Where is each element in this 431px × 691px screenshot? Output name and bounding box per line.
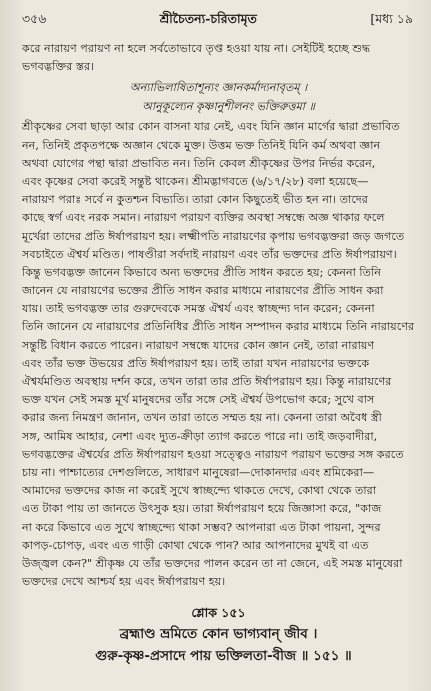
text-line: করে নারায়ণ পরায়ণ না হলে সর্বতোভাবে তৃপ্ত হওয়া যায় না। সেইটিই হচ্ছে শুদ্ধ — [22, 42, 371, 55]
page-number: ৩৫৬ — [22, 11, 47, 26]
text-line: না করে কিভাবে এত সুখে স্বাচ্ছন্দ্যে থাকা সম্ভব? আপনারা এত টাকা পায়না, সুন্দর — [22, 520, 381, 534]
text-line: সঙ্গ, আমিষ আহার, নেশা এবং দ্যুত-ক্রীড়া ত্যাগ করতে পারে না। তাই জড়বাদীরা, — [22, 429, 378, 443]
verse-line: অন্যাভিলাষিতাশূন্যং জ্ঞানকর্মাদ্যনাবৃতম্ । — [129, 81, 308, 95]
text-line: উজ্জ্বল কেন?" শ্রীকৃষ্ণ যে তাঁর ভক্তদের পালন করেন তা না জেনে, এই সমস্ত মানুষেরা — [22, 556, 403, 570]
text-line: কাপড়-চোপড়, এবং এত গাড়ী কোথা থেকে পান? আর আপনাদের মুখই বা এত — [22, 538, 369, 552]
page-header — [22, 10, 415, 30]
text-line: যায়। তাই ভগবদ্ভক্ত তার গুরুদেবকে সমস্ত ঐশ্বর্য এবং স্বাচ্ছন্দ্য দান করেন; কেননা — [22, 302, 375, 316]
sloka-label: শ্লোক ১৫১ — [191, 605, 246, 621]
sloka-block — [22, 603, 415, 667]
text-line: চায় না। পাশ্চাত্যের দেশগুলিতে, সাধারণ মানুষেরা—দোকানদার এবং শ্রমিকেরা— — [22, 465, 375, 479]
text-line: করার জন্য নিমন্ত্রণ জানান, তখন তারা তাতে সম্মত হয় না। কেননা তারা অবৈধ স্ত্রী — [22, 411, 382, 425]
text-line: সন্তুষ্টি বিধান করতে পারেন। নারায়ণ সম্বন্ধে যাদের কোন জ্ঞান নেই, তারা নারায়ণ — [22, 338, 375, 352]
text-line: কিন্তু ভগবদ্ভক্ত জানেন কিভাবে অন্য ভক্তদের প্রীতি সাধন করতে হয়; কেননা তিনি — [22, 265, 381, 279]
text-line: নন, তিনিই প্রকৃতপক্ষে অজ্ঞান থেকে মুক্ত। উত্তম ভক্ত তিনিই যিনি কর্ম অথবা জ্ঞান — [22, 138, 381, 152]
text-line: আমাদের ভক্তদের কাজ না করেই সুখে স্বাচ্ছন্দ্যে থাকতে দেখে, কোথা থেকে তারা — [22, 484, 377, 498]
sloka-line: গুরু-কৃষ্ণ-প্রসাদে পায় ভক্তিলতা-বীজ ॥ ১৫১ ॥ — [95, 648, 352, 665]
text-line: নারায়ণ পরাঃ সর্বে ন কুতশ্চন বিভ্যতি। তারা কোন কিছুতেই ভীত হন না। তাদের — [22, 193, 368, 207]
sloka-line: ব্রহ্মাণ্ড ভ্রমিতে কোন ভাগ্যবান্ জীব । — [119, 626, 318, 643]
text-line: শ্রীকৃষ্ণের সেবা ছাড়া আর কোন বাসনা যার নেই, এবং যিনি জ্ঞান মার্গের দ্বারা প্রভাবিত — [22, 120, 400, 134]
paragraph-intro — [22, 40, 415, 76]
page-body — [22, 40, 415, 667]
text-line: সবচাইতে ঐশ্বর্য মণ্ডিত। পাষণ্ডীরা সর্বদাই নারায়ণ এবং তাঁর ভক্তদের প্রতি ঈর্ষাপরায়ণ। — [22, 247, 397, 261]
text-line: মূর্খেরা তাদের প্রতি ঈর্ষাপরায়ণ হয়। লক্ষ্মীপতি নারায়ণের কৃপায় ভগবদ্ভক্তরা জড় জগতে — [22, 229, 405, 243]
text-line: ঐশ্বর্যমণ্ডিত অবস্থায় দর্শন করে, তখন তারা তার প্রতি ঈর্ষাপরায়ণ হয়। কিন্তু নারায়ণের — [22, 375, 392, 388]
book-title: শ্রীচৈতন্য-চরিতামৃত — [159, 11, 257, 26]
text-line: জানেন যে নারায়ণের ভক্তের প্রীতি সাধন করার মাধ্যমে নারায়ণের প্রীতি সাধন করা — [22, 284, 384, 298]
text-line: ভগবদ্ভক্তির স্তর। — [22, 60, 95, 74]
quoted-verse — [22, 78, 415, 116]
text-line: ভগবদ্ভক্তের ঐশ্বর্যের প্রতি ঈর্ষাপরায়ণ হওয়া সত্ত্বেও নারায়ণ পরায়ণ ভক্তের সঙ্গ করতে — [22, 447, 404, 461]
text-line: এবং তাঁর ভক্ত উভয়ের প্রতি ঈর্ষাপরায়ণ হয়। তাই তারা যখন নারায়ণের ভক্তকে — [22, 356, 370, 370]
text-line: ভক্ত যখন সেই সমস্ত মূর্খ মানুষদের তাঁর সঙ্গে সেই ঐশ্বর্য উপভোগ করে; সুখে বাস — [22, 393, 375, 407]
text-line: অথবা যোগের পন্থা দ্বারা প্রভাবিত নন। তিনি কেবল শ্রীকৃষ্ণের উপর নির্ভর করেন, — [22, 156, 376, 170]
text-line: কাছে স্বর্গ এবং নরক সমান। নারায়ণ পরায়ণ ব্যক্তির অবস্থা সম্বন্ধে অজ্ঞ থাকার ফলে — [22, 211, 385, 225]
paragraph-purport — [22, 118, 415, 591]
text-line: এত টাকা পায় তা জানতে উৎসুক হয়। তারা ঈর্ষাপরায়ণ হয়ে জিজ্ঞাসা করে, "কাজ — [22, 502, 382, 516]
chapter-marker: [মধ্য ১৯ — [370, 11, 413, 26]
text-line: তিনি জানেন যে নারায়ণের প্রতিনিধির প্রীতি সাধন সম্পাদন করার মাধ্যমে তিনি নারায়ণের — [22, 320, 415, 334]
text-line: ভক্তদের দেখে আশ্চর্য হয় এবং ঈর্ষাপরায়ণ হয়। — [22, 575, 226, 589]
text-line: এবং কৃষ্ণের সেবা করেই সন্তুষ্ট থাকেন। শ্রীমদ্ভাগবতে (৬/১৭/২৮) বলা হয়েছে— — [22, 174, 369, 188]
verse-line: আনুকূল্যেন কৃষ্ণানুশীলনং ভক্তিরুত্তমা ॥ — [142, 100, 315, 114]
